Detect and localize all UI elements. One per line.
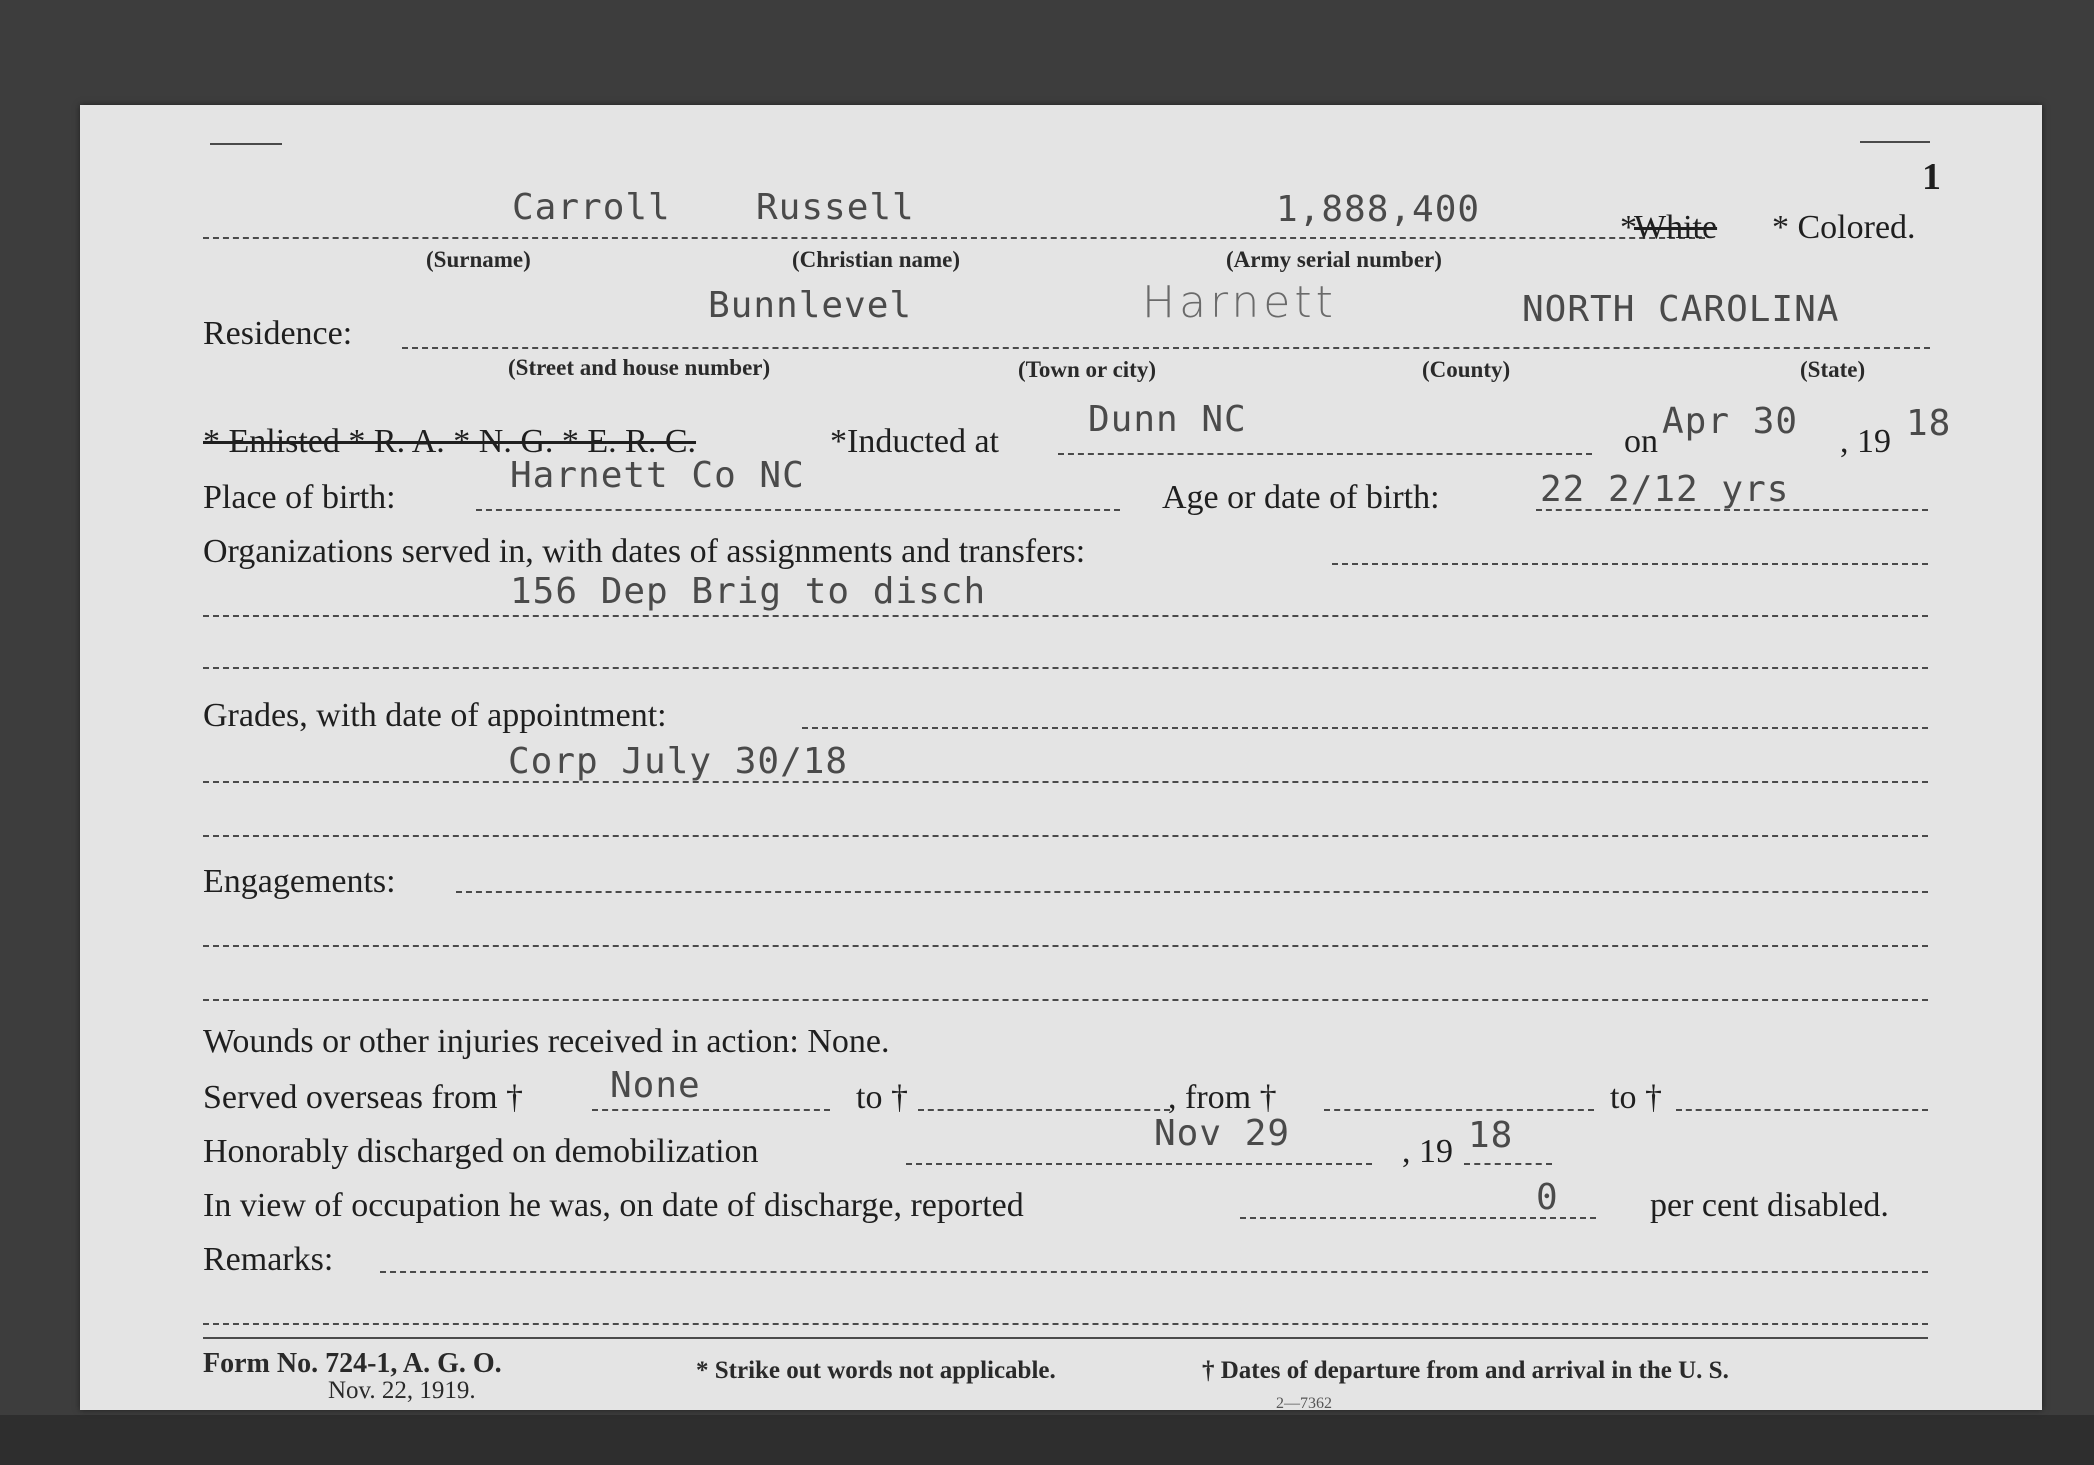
overseas-from-line: [592, 1109, 830, 1111]
discharge-year-value: 18: [1468, 1115, 1514, 1156]
race-white-struck: White: [1634, 209, 1718, 246]
state-caption: (State): [1800, 357, 1866, 382]
print-code: 2—7362: [1276, 1395, 1332, 1412]
top-left-rule: [210, 143, 282, 145]
organizations-line-1: [1332, 563, 1928, 565]
remarks-label: Remarks:: [203, 1241, 334, 1278]
dates-note: † Dates of departure from and arrival in the U. S.: [1202, 1357, 1729, 1384]
overseas-from-value: None: [610, 1065, 701, 1106]
organizations-value: 156 Dep Brig to disch: [510, 571, 987, 612]
scanner-backdrop: [0, 1415, 2094, 1465]
disability-suffix: per cent disabled.: [1650, 1187, 1889, 1224]
residence-label: Residence:: [203, 315, 353, 352]
surname-caption: (Surname): [426, 247, 531, 272]
inducted-place-line: [1058, 453, 1592, 455]
grades-line-2: [203, 781, 1928, 783]
inducted-place-value: Dunn NC: [1088, 399, 1247, 440]
residence-county-value: Harnett: [1142, 277, 1337, 328]
serial-number-value: 1,888,400: [1276, 189, 1481, 230]
overseas-from2-label: , from †: [1168, 1079, 1277, 1116]
residence-state-value: NORTH CAROLINA: [1522, 289, 1840, 330]
engagements-line-3: [203, 999, 1928, 1001]
overseas-to-label: to †: [856, 1079, 908, 1116]
residence-street-value: Bunnlevel: [708, 285, 913, 326]
engagements-label: Engagements:: [203, 863, 396, 900]
christian-name-caption: (Christian name): [792, 247, 961, 272]
inducted-year-prefix: , 19: [1840, 423, 1891, 460]
service-record-card: [80, 105, 2042, 1410]
engagements-line-1: [456, 891, 1928, 893]
grades-line-3: [203, 835, 1928, 837]
wounds-label: Wounds or other injuries received in action: None.: [203, 1023, 890, 1060]
age-line: [1536, 509, 1928, 511]
inducted-year-value: 18: [1906, 403, 1952, 444]
county-caption: (County): [1422, 357, 1511, 382]
organizations-line-2: [203, 615, 1928, 617]
overseas-to-line: [918, 1109, 1170, 1111]
residence-line: [402, 347, 1930, 349]
grades-label: Grades, with date of appointment:: [203, 697, 667, 734]
disability-label: In view of occupation he was, on date of discharge, reported: [203, 1187, 1024, 1224]
discharge-label: Honorably discharged on demobilization: [203, 1133, 759, 1170]
footer-divider: [203, 1337, 1928, 1339]
grades-line-1: [802, 727, 1928, 729]
birth-place-label: Place of birth:: [203, 479, 396, 516]
inducted-date-value: Apr 30: [1662, 401, 1799, 442]
overseas-to2-line: [1676, 1109, 1928, 1111]
race-prefix: *: [1620, 209, 1637, 246]
discharge-line: [906, 1163, 1372, 1165]
race-colored: * Colored.: [1772, 209, 1916, 246]
organizations-label: Organizations served in, with dates of assignments and transfers:: [203, 533, 1086, 570]
remarks-line-1: [380, 1271, 1928, 1273]
serial-caption: (Army serial number): [1226, 247, 1442, 272]
street-caption: (Street and house number): [508, 355, 771, 380]
inducted-on-label: on: [1624, 423, 1658, 460]
age-value: 22 2/12 yrs: [1540, 469, 1790, 510]
discharge-year-line: [1464, 1163, 1552, 1165]
surname-value: Carroll: [512, 187, 671, 228]
age-label: Age or date of birth:: [1162, 479, 1440, 516]
discharge-date-value: Nov 29: [1154, 1113, 1291, 1154]
town-caption: (Town or city): [1018, 357, 1156, 382]
engagements-line-2: [203, 945, 1928, 947]
birth-place-line: [476, 509, 1120, 511]
overseas-from-label: Served overseas from †: [203, 1079, 524, 1116]
remarks-line-2: [203, 1323, 1928, 1325]
disability-value: 0: [1536, 1177, 1559, 1218]
strike-note: * Strike out words not applicable.: [696, 1357, 1056, 1384]
inducted-label: *Inducted at: [830, 423, 999, 460]
christian-name-value: Russell: [756, 187, 915, 228]
form-date: Nov. 22, 1919.: [328, 1377, 476, 1404]
overseas-to2-label: to †: [1610, 1079, 1662, 1116]
form-number: Form No. 724-1, A. G. O.: [203, 1348, 502, 1379]
card-number: 1: [1922, 156, 1941, 198]
name-line: [203, 237, 1705, 239]
enlistment-options-struck: * Enlisted * R. A. * N. G. * E. R. C.: [203, 423, 697, 460]
top-right-rule: [1860, 141, 1930, 143]
grades-value: Corp July 30/18: [508, 741, 849, 782]
birth-place-value: Harnett Co NC: [510, 455, 805, 496]
overseas-from2-line: [1324, 1109, 1594, 1111]
discharge-year-prefix: , 19: [1402, 1133, 1453, 1170]
organizations-line-3: [203, 667, 1928, 669]
